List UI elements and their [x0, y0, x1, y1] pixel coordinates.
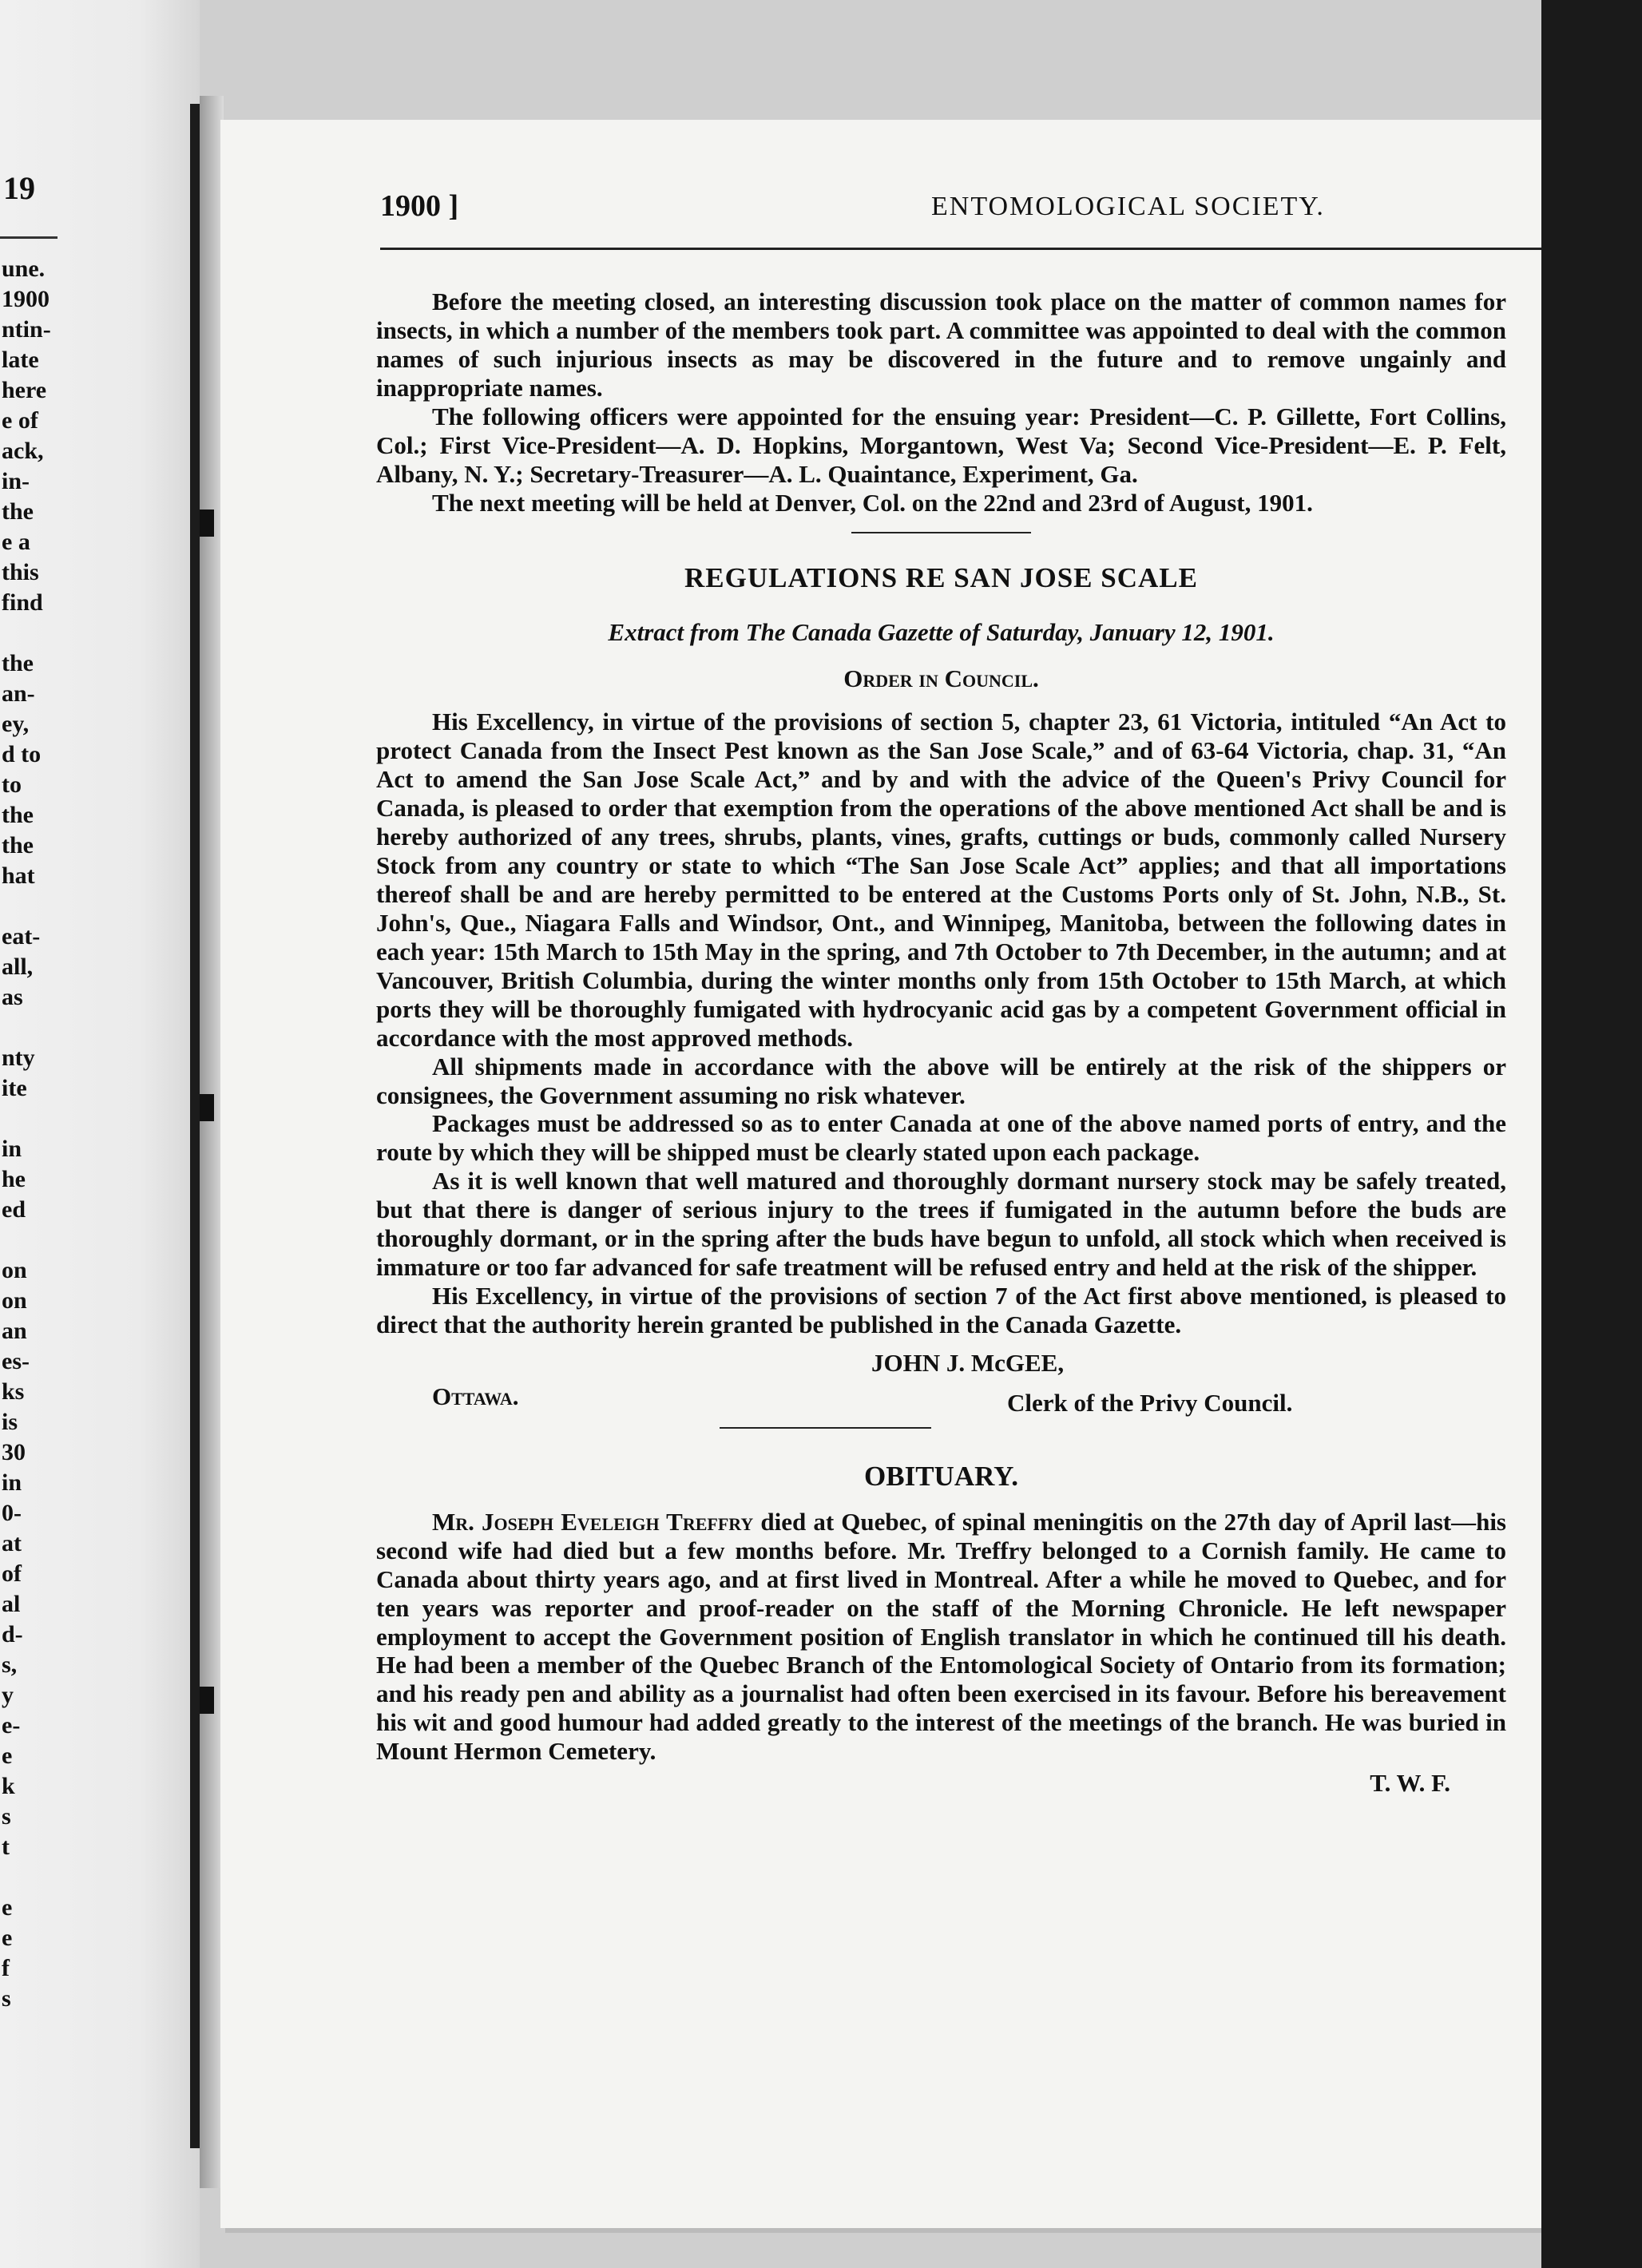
- facing-page-line: of: [2, 1560, 22, 1587]
- facing-page-line: s: [2, 1803, 11, 1830]
- binding-stitch: [200, 510, 214, 537]
- regulations-subheading: Extract from The Canada Gazette of Saturday, January 12, 1901.: [608, 618, 1275, 647]
- facing-page-line: the: [2, 832, 34, 858]
- facing-page-line: f: [2, 1955, 10, 1981]
- facing-page-line: ntin-: [2, 316, 51, 343]
- facing-page-line: here: [2, 377, 47, 403]
- running-header: [380, 188, 1642, 236]
- facing-page-line: at: [2, 1530, 22, 1556]
- intro-paragraph: The next meeting will be held at Denver, Col. on the 22nd and 23rd of August, 1901.: [432, 488, 1313, 517]
- facing-page-gap: [2, 1102, 65, 1132]
- header-year: 1900 ]: [380, 189, 459, 223]
- facing-page-fragment: [0, 0, 200, 2268]
- facing-page-line: he: [2, 1166, 26, 1192]
- obituary-paragraph: [376, 1508, 1506, 1766]
- book-page: [220, 120, 1541, 2228]
- facing-page-line: e: [2, 1894, 13, 1921]
- facing-page-line: e a: [2, 529, 30, 555]
- facing-page-text: [2, 252, 65, 2012]
- facing-page-rule: [0, 236, 58, 239]
- facing-page-line: ack,: [2, 438, 44, 464]
- book-spine: [190, 104, 200, 2148]
- obituary-initials: T. W. F.: [1370, 1769, 1450, 1798]
- facing-page-line: ey,: [2, 711, 30, 737]
- regulation-paragraph: All shipments made in accordance with the above will be entirely at the risk of the shippers or consignees, the Government assuming no risk whatever.: [376, 1052, 1506, 1109]
- facing-page-line: as: [2, 984, 23, 1010]
- facing-page-line: es-: [2, 1348, 30, 1374]
- facing-page-line: 30: [2, 1439, 26, 1465]
- facing-page-line: une.: [2, 256, 46, 282]
- facing-page-line: 0-: [2, 1500, 22, 1526]
- facing-page-line: s,: [2, 1651, 18, 1678]
- facing-page-line: k: [2, 1773, 15, 1799]
- signature-place: Ottawa.: [432, 1382, 519, 1411]
- obituary-name: Mr. Joseph Eveleigh Treffry: [432, 1507, 754, 1536]
- facing-page-line: y: [2, 1682, 14, 1708]
- facing-page-line: an-: [2, 680, 35, 707]
- section-divider: [720, 1427, 931, 1429]
- facing-page-line: late: [2, 347, 39, 373]
- facing-page-line: ite: [2, 1075, 27, 1101]
- facing-page-line: d to: [2, 741, 42, 767]
- facing-page-line: on: [2, 1287, 27, 1314]
- regulation-paragraph: As it is well known that well matured and thoroughly dormant nursery stock may be safely treated, but that there is danger of serious injury to the trees if fumigated in the autumn before the buds are thoroughly dormant, or in the spring after the buds have begun to unfold, all stock which when received is immature or too far advanced for safe treatment will be refused entry and held at the risk of the shipper.: [376, 1167, 1506, 1282]
- facing-page-gap: [2, 617, 65, 647]
- section-divider: [851, 532, 1031, 533]
- facing-page-line: s: [2, 1985, 11, 2012]
- regulation-paragraph: Packages must be addressed so as to enter Canada at one of the above named ports of entry, and the route by which they will be shipped must be clearly stated upon each package.: [376, 1109, 1506, 1167]
- facing-page-line: in: [2, 1136, 22, 1162]
- facing-page-line: t: [2, 1834, 10, 1860]
- regulation-paragraph: His Excellency, in virtue of the provisions of section 7 of the Act first above mentioned, is pleased to direct that the authority herein granted be published in the Canada Gazette.: [376, 1282, 1506, 1339]
- facing-page-gap: [2, 1861, 65, 1891]
- header-title: ENTOMOLOGICAL SOCIETY.: [931, 192, 1325, 221]
- intro-paragraph: The following officers were appointed for the ensuing year: President—C. P. Gillette, Fort Collins, Col.; First Vice-President—A. D. Hopkins, Morgantown, West Va; Second Vice-President—E. P. Felt, Albany, N. Y.; Secretary-Treasurer—A. L. Quaintance, Experiment, Ga.: [376, 402, 1506, 488]
- facing-page-line: eat-: [2, 923, 41, 950]
- facing-page-line: find: [2, 589, 43, 616]
- facing-page-line: the: [2, 802, 34, 828]
- facing-page-line: ks: [2, 1378, 25, 1405]
- facing-page-line: e: [2, 1925, 13, 1951]
- facing-page-line: e-: [2, 1712, 21, 1739]
- obituary-heading: OBITUARY.: [864, 1461, 1018, 1493]
- facing-page-gap: [2, 1223, 65, 1254]
- facing-page-gap: [2, 1011, 65, 1041]
- signatory-name: JOHN J. McGEE,: [871, 1349, 1065, 1378]
- facing-page-line: hat: [2, 862, 35, 889]
- facing-page-line: al: [2, 1591, 21, 1617]
- obituary-text: died at Quebec, of spinal meningitis on the 27th day of April last—his second wife had died but a few months before. Mr. Treffry belonged to a Cornish family. He came to Canada about thirty years ago, and at first lived in Montreal. After a while he moved to Quebec, and for ten years was reporter and proof-reader on the staff of the Morning Chronicle. He left newspaper employment to accept the Government position of English translator in which he continued till his death. He had been a member of the Quebec Branch of the Entomological Society of Ontario from its formation; and his ready pen and ability as a journalist had often been exercised in its favour. Before his bereavement his wit and good humour had added greatly to the interest of the meetings of the branch. He was buried in Mount Hermon Cemetery.: [376, 1507, 1506, 1766]
- facing-page-line: to: [2, 771, 22, 798]
- binding-stitch: [200, 1687, 214, 1714]
- facing-page-line: in: [2, 1469, 22, 1496]
- scan-background-edge: [1541, 0, 1642, 2268]
- facing-page-line: an: [2, 1318, 27, 1344]
- order-in-council-label: Order in Council.: [843, 664, 1039, 693]
- page-body: [376, 287, 1506, 1798]
- regulation-paragraph: His Excellency, in virtue of the provisions of section 5, chapter 23, 61 Victoria, intituled “An Act to protect Canada from the Insect Pest known as the San Jose Scale,” and of 63-64 Victoria, chap. 31, “An Act to amend the San Jose Scale Act,” and by and with the advice of the Queen's Privy Council for Canada, is pleased to order that exemption from the operations of the above mentioned Act shall be and is hereby authorized of any trees, shrubs, plants, vines, grafts, cuttings or buds, commonly called Nursery Stock from any country or state to which “The San Jose Scale Act” applies; and that all importations thereof shall be and are hereby permitted to be entered at the Customs Ports only of St. John, N.B., St. John's, Que., Niagara Falls and Windsor, Ont., and Winnipeg, Manitoba, between the following dates in each year: 15th March to 15th May in the spring, and 7th October to 7th December, in the autumn; and at Vancouver, British Columbia, during the winter months only from 15th October to 15th March, at which ports they will be thoroughly fumigated with hydrocyanic acid gas by a competent Government official in accordance with the most approved methods.: [376, 708, 1506, 1052]
- signatory-office: Clerk of the Privy Council.: [1007, 1389, 1293, 1418]
- regulations-heading: REGULATIONS RE SAN JOSE SCALE: [684, 561, 1198, 593]
- facing-page-line: is: [2, 1409, 18, 1435]
- facing-page-line: all,: [2, 954, 34, 980]
- facing-page-line: in-: [2, 468, 30, 494]
- facing-page-line: 1900: [2, 286, 50, 312]
- facing-page-line: the: [2, 650, 34, 676]
- facing-page-line: e of: [2, 407, 38, 434]
- facing-page-line: e: [2, 1743, 13, 1769]
- facing-page-line: the: [2, 498, 34, 525]
- facing-page-number: 19: [3, 170, 35, 206]
- binding-stitch: [200, 1094, 214, 1121]
- facing-page-line: nty: [2, 1045, 35, 1071]
- intro-paragraph: Before the meeting closed, an interesting discussion took place on the matter of common names for insects, in which a number of the members took part. A committee was appointed to deal with the common names of such injurious insects as may be discovered in the future and to remove ungainly and inappropriate names.: [376, 287, 1506, 402]
- facing-page-line: this: [2, 559, 39, 585]
- facing-page-line: ed: [2, 1196, 26, 1223]
- signature-block: [376, 1347, 1506, 1461]
- facing-page-line: on: [2, 1257, 27, 1283]
- header-rule: [380, 248, 1626, 250]
- facing-page-gap: [2, 890, 65, 920]
- facing-page-line: d-: [2, 1621, 23, 1647]
